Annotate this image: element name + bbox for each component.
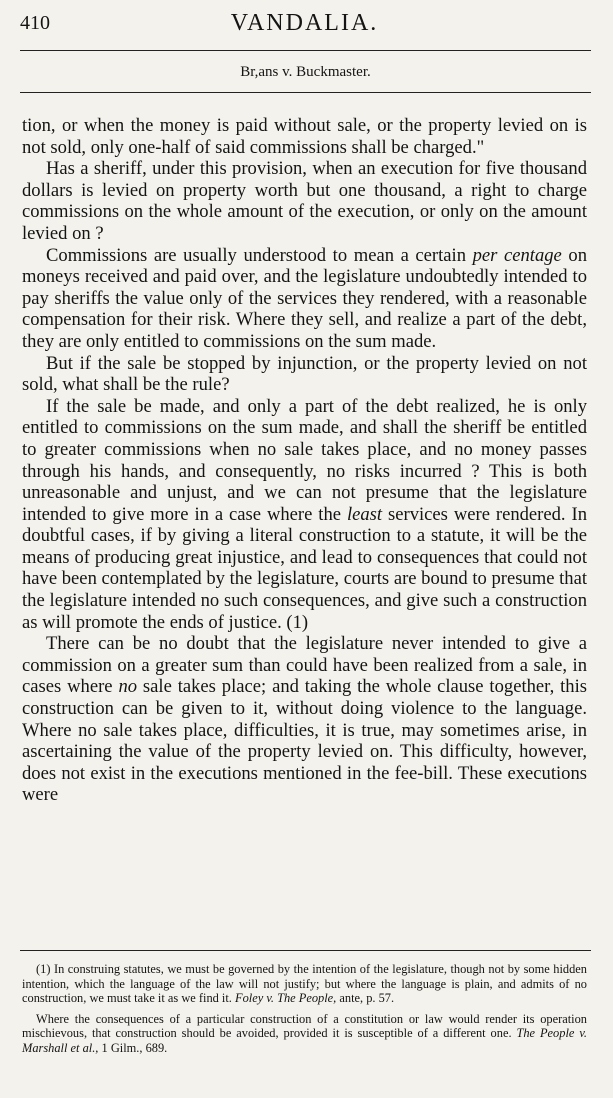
paragraph-3 xyxy=(22,245,587,353)
footnote-1-text-b: ante, p. 57. xyxy=(336,991,395,1006)
paragraph-6 xyxy=(22,633,587,806)
paragraph-4: But if the sale be stopped by injunction, or the property levied on not sold, what shall be the rule? xyxy=(22,352,587,396)
case-title: Br,ans v. Buckmaster. xyxy=(240,64,371,80)
footnote-2-text-b: 1 Gilm., 689. xyxy=(98,1040,168,1055)
paragraph-5-text-a: If the sale be made, and only a part of the debt realized, he is only entitled to commissions on the sum made, and shall the sheriff be entitled to greater commissions when no sale takes place, and no money passes through his hands, and consequently, no risks incurred ? This is both unreasonable and unjust, and we can not presume that the legislature intended to give more in a case where the xyxy=(22,395,587,525)
footnote-1-text-a: (1) In construing statutes, we must be governed by the intention of the legislature, though not by some hidden intention, which the language of the law will not justify; but where the language is plain, and admits of no construction, we must take it as we find it. xyxy=(22,962,587,1006)
paragraph-5-italic: least xyxy=(346,503,383,525)
footnote-2 xyxy=(22,1012,587,1056)
paragraph-5-text-b: services were rendered. In doubtful cases, if by giving a literal construction to a statute, it will be the means of producing great injustice, and lead to consequences that could not have been contemplated by the legislature, courts are bound to presume that the legislature intended no such consequences, and give such a construction as will promote the ends of justice. (1) xyxy=(22,503,587,633)
paragraph-3-text-b: on moneys received and paid over, and the legislature undoubtedly intended to pay sheriffs the value only of the services they rendered, with a reasonable compensation for their risk. Where they sell, and realize a part of the debt, they are only entitled to commissions on the sum made. xyxy=(22,244,587,352)
body-text xyxy=(22,115,587,806)
paragraph-3-text-a: Commissions are usually understood to mean a certain xyxy=(46,244,473,266)
footnote-1-citation: Foley v. The People, xyxy=(235,991,337,1006)
page-header xyxy=(18,10,591,40)
case-title-rule xyxy=(20,92,591,93)
header-rule xyxy=(20,50,591,51)
running-title: VANDALIA. xyxy=(230,10,379,36)
paragraph-3-italic: per centage xyxy=(472,244,562,266)
footnotes xyxy=(22,962,587,1062)
paragraph-2: Has a sheriff, under this provision, when an execution for five thousand dollars is levied on property worth but one thousand, a right to charge commissions on the whole amount of the execution, or only on the amount levied on ? xyxy=(22,158,587,244)
footnote-2-citation: The People v. Marshall et al., xyxy=(22,1026,587,1055)
page-number: 410 xyxy=(20,12,50,34)
paragraph-6-italic: no xyxy=(118,676,138,698)
paragraph-6-text-a: There can be no doubt that the legislature never intended to give a commission on a greater sum than could have been realized from a sale, in cases where xyxy=(22,633,587,698)
footnote-1 xyxy=(22,962,587,1006)
footnote-2-text-a: Where the consequences of a particular construction of a constitution or law would render its operation mischievous, that construction should be avoided, provided it is susceptible of a different one. xyxy=(22,1011,587,1041)
footnote-rule xyxy=(20,950,591,951)
paragraph-5 xyxy=(22,396,587,634)
paragraph-6-text-b: sale takes place; and taking the whole clause together, this construction can be given to it, without doing violence to the language. Where no sale takes place, difficulties, it is true, may sometimes arise, in ascertaining the value of the property levied on. This difficulty, however, does not exist in the executions mentioned in the fee-bill. These executions were xyxy=(22,676,588,806)
paragraph-1: tion, or when the money is paid without sale, or the property levied on is not sold, only one-half of said commissions shall be charged." xyxy=(22,115,587,158)
